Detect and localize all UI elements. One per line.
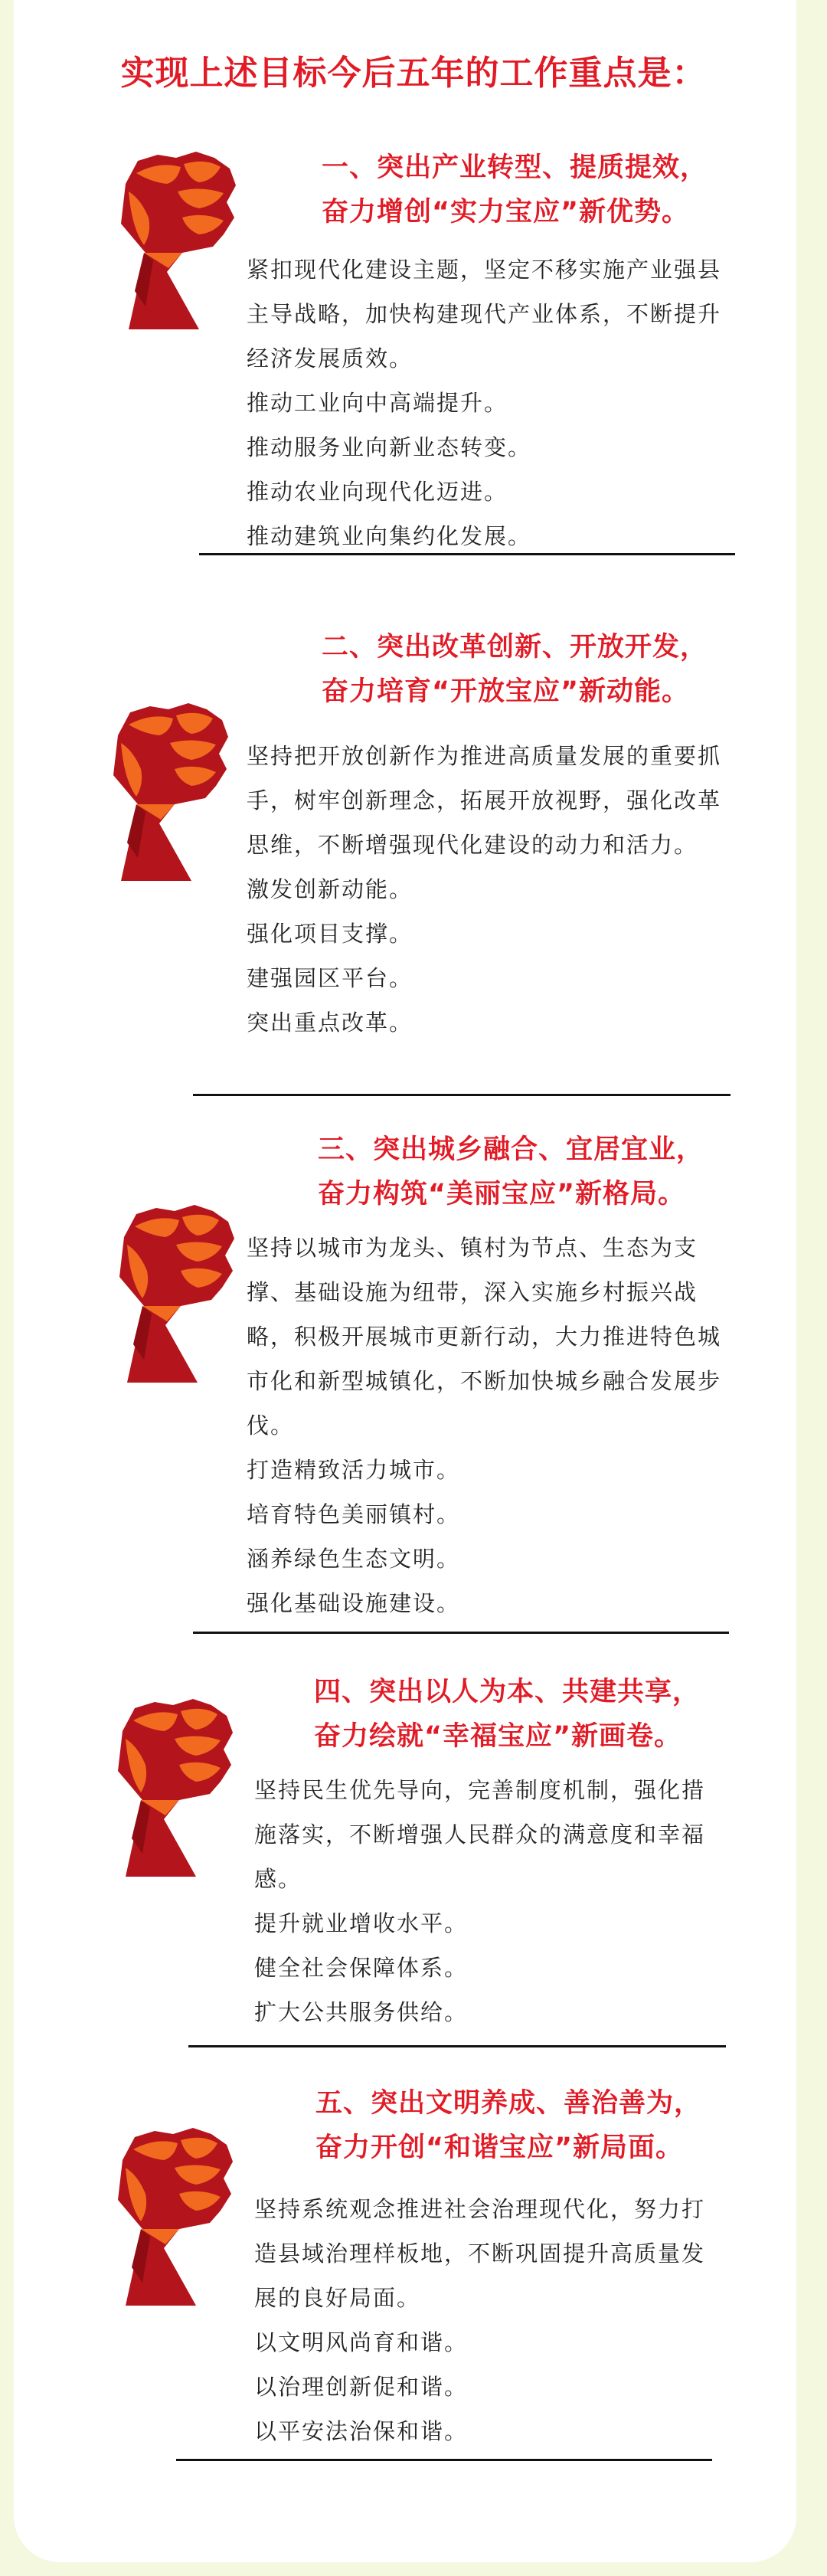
section-heading: 四、突出以人为本、共建共享， 奋力绘就“幸福宝应”新画卷。	[314, 1677, 701, 1752]
list-item: 推动农业向现代化迈进。	[247, 479, 508, 505]
section-body	[247, 247, 721, 558]
section-intro: 坚持系统观念推进社会治理现代化，努力打造县域治理样板地，不断巩固提升高质量发展的良好局面。	[254, 2196, 706, 2311]
list-item: 强化基础设施建设。	[247, 1590, 461, 1616]
section-body	[254, 1768, 725, 2034]
list-item: 以文明风尚育和谐。	[254, 2329, 469, 2355]
list-item: 扩大公共服务供给。	[254, 1999, 469, 2025]
section-divider	[176, 2459, 712, 2461]
raised-fist-icon	[95, 2114, 240, 2313]
list-item: 打造精致活力城市。	[247, 1457, 461, 1483]
list-item: 培育特色美丽镇村。	[247, 1501, 461, 1527]
section-intro: 坚持以城市为龙头、镇村为节点、生态为支撑、基础设施为纽带，深入实施乡村振兴战略，积极开展城市更新行动，大力推进特色城市化和新型城镇化，不断加快城乡融合发展步伐。	[247, 1235, 722, 1439]
list-item: 健全社会保障体系。	[254, 1955, 469, 1981]
section-intro: 紧扣现代化建设主题，坚定不移实施产业强县主导战略，加快构建现代产业体系，不断提升经济发展质效。	[247, 257, 722, 372]
section-divider	[199, 553, 735, 555]
list-item: 以平安法治保和谐。	[254, 2418, 469, 2444]
section-body	[254, 2187, 725, 2453]
section-heading: 五、突出文明养成、善治善为， 奋力开创“和谐宝应”新局面。	[315, 2088, 702, 2163]
list-item: 推动建筑业向集约化发展。	[247, 523, 532, 549]
list-item: 推动工业向中高端提升。	[247, 390, 508, 416]
section-divider	[193, 1094, 731, 1096]
raised-fist-icon	[90, 689, 236, 889]
section-heading: 一、突出产业转型、提质提效， 奋力增创“实力宝应”新优势。	[322, 152, 708, 227]
raised-fist-icon	[96, 1191, 242, 1390]
list-item: 推动服务业向新业态转变。	[247, 434, 532, 460]
list-item: 以治理创新促和谐。	[254, 2374, 469, 2400]
section-divider	[193, 1632, 729, 1634]
list-item: 涵养绿色生态文明。	[247, 1546, 461, 1572]
section-divider	[188, 2045, 726, 2047]
list-item: 激发创新动能。	[247, 876, 414, 902]
section-body	[247, 1226, 721, 1625]
page-title: 实现上述目标今后五年的工作重点是：	[120, 54, 707, 93]
list-item: 突出重点改革。	[247, 1010, 414, 1036]
section-intro: 坚持把开放创新作为推进高质量发展的重要抓手，树牢创新理念，拓展开放视野，强化改革思维，不断增强现代化建设的动力和活力。	[247, 743, 722, 858]
raised-fist-icon	[98, 138, 244, 337]
list-item: 建强园区平台。	[247, 965, 414, 991]
section-heading: 三、突出城乡融合、宜居宜业， 奋力构筑“美丽宝应”新格局。	[318, 1134, 704, 1209]
section-body	[247, 734, 721, 1045]
section-intro: 坚持民生优先导向，完善制度机制，强化措施落实，不断增强人民群众的满意度和幸福感。	[254, 1777, 706, 1892]
raised-fist-icon	[95, 1685, 240, 1884]
list-item: 提升就业增收水平。	[254, 1910, 469, 1936]
list-item: 强化项目支撑。	[247, 921, 414, 947]
section-heading: 二、突出改革创新、开放开发， 奋力培育“开放宝应”新动能。	[322, 632, 708, 707]
